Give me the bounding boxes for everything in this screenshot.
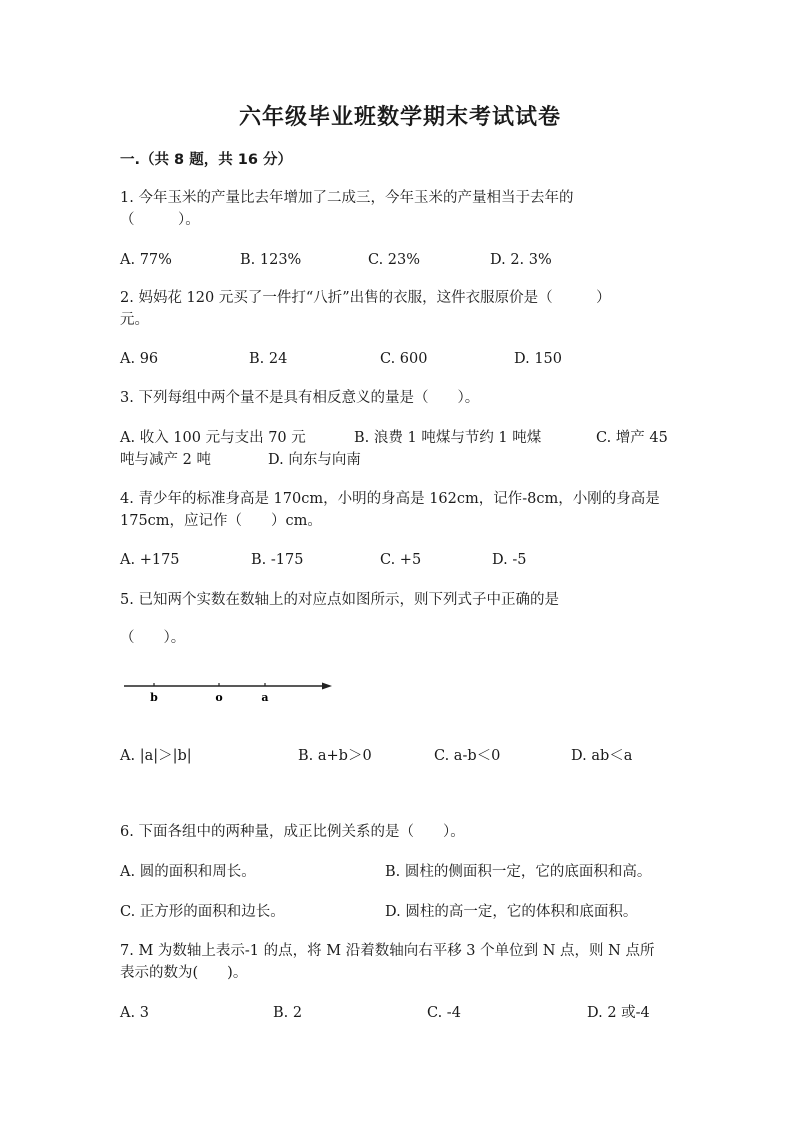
question-7-stem-line-1: 7. M 为数轴上表示-1 的点，将 M 沿着数轴向右平移 3 个单位到 N 点，则 N 点所 xyxy=(120,943,655,959)
question-6-option-d: D. 圆柱的高一定，它的体积和底面积。 xyxy=(385,904,638,920)
question-1-option-c: C. 23% xyxy=(368,252,421,268)
page-title: 六年级毕业班数学期末考试试卷 xyxy=(238,105,561,130)
question-4-option-d: D. -5 xyxy=(492,552,527,568)
question-5-stem-line-2: （ ）。 xyxy=(120,630,186,646)
question-2-option-c: C. 600 xyxy=(380,351,428,367)
question-2-option-a: A. 96 xyxy=(120,351,159,367)
question-3-stem: 3. 下列每组中两个量不是具有相反意义的量是（ ）。 xyxy=(120,390,480,406)
question-6-option-c: C. 正方形的面积和边长。 xyxy=(120,904,285,920)
question-4-stem-line-2: 175cm，应记作（ ）cm。 xyxy=(120,513,322,529)
question-1-option-a: A. 77% xyxy=(120,252,172,268)
number-line-arrowhead xyxy=(322,683,332,690)
question-4-stem-line-1: 4. 青少年的标准身高是 170cm，小明的身高是 162cm，记作-8cm，小刚的身高是 xyxy=(120,491,660,507)
question-7-option-c: C. -4 xyxy=(427,1005,461,1021)
question-5-option-a: A. |a|＞|b| xyxy=(120,748,192,764)
question-3-option-c-continued: 吨与减产 2 吨 xyxy=(120,452,211,468)
question-7-stem-line-2: 表示的数为( )。 xyxy=(120,965,248,981)
question-6-option-a: A. 圆的面积和周长。 xyxy=(120,864,256,880)
question-4-option-b: B. -175 xyxy=(251,552,304,568)
question-2-stem-line-2: 元。 xyxy=(120,312,149,328)
question-3-option-c: C. 增产 45 xyxy=(596,430,668,446)
question-1-stem-line-2: （ ）。 xyxy=(120,212,200,228)
question-4-option-c: C. +5 xyxy=(380,552,422,568)
section-heading: 一.（共 8 题，共 16 分） xyxy=(120,152,292,168)
question-2-stem-line-1: 2. 妈妈花 120 元买了一件打“八折”出售的衣服，这件衣服原价是（ ） xyxy=(120,290,611,306)
question-5-option-b: B. a+b＞0 xyxy=(298,748,372,764)
question-3-option-a: A. 收入 100 元与支出 70 元 xyxy=(120,430,306,446)
question-5-option-c: C. a-b＜0 xyxy=(434,748,501,764)
question-3-option-b: B. 浪费 1 吨煤与节约 1 吨煤 xyxy=(354,430,542,446)
number-line-figure xyxy=(122,680,334,704)
question-4-option-a: A. +175 xyxy=(120,552,180,568)
label-b: b xyxy=(150,691,158,704)
question-6-option-b: B. 圆柱的侧面积一定，它的底面积和高。 xyxy=(385,864,652,880)
question-1-option-b: B. 123% xyxy=(240,252,302,268)
question-1-stem-line-1: 1. 今年玉米的产量比去年增加了二成三，今年玉米的产量相当于去年的 xyxy=(120,190,574,206)
label-o: o xyxy=(215,691,223,704)
question-5-option-d: D. ab＜a xyxy=(571,748,633,764)
question-7-option-d: D. 2 或-4 xyxy=(587,1005,650,1021)
question-5-stem-line-1: 5. 已知两个实数在数轴上的对应点如图所示，则下列式子中正确的是 xyxy=(120,592,559,608)
question-7-option-a: A. 3 xyxy=(120,1005,149,1021)
question-6-stem: 6. 下面各组中的两种量，成正比例关系的是（ ）。 xyxy=(120,824,465,840)
label-a: a xyxy=(261,691,269,704)
question-2-option-d: D. 150 xyxy=(514,351,563,367)
question-3-option-d: D. 向东与向南 xyxy=(268,452,361,468)
question-2-option-b: B. 24 xyxy=(249,351,288,367)
question-7-option-b: B. 2 xyxy=(273,1005,303,1021)
question-1-option-d: D. 2. 3% xyxy=(490,252,552,268)
